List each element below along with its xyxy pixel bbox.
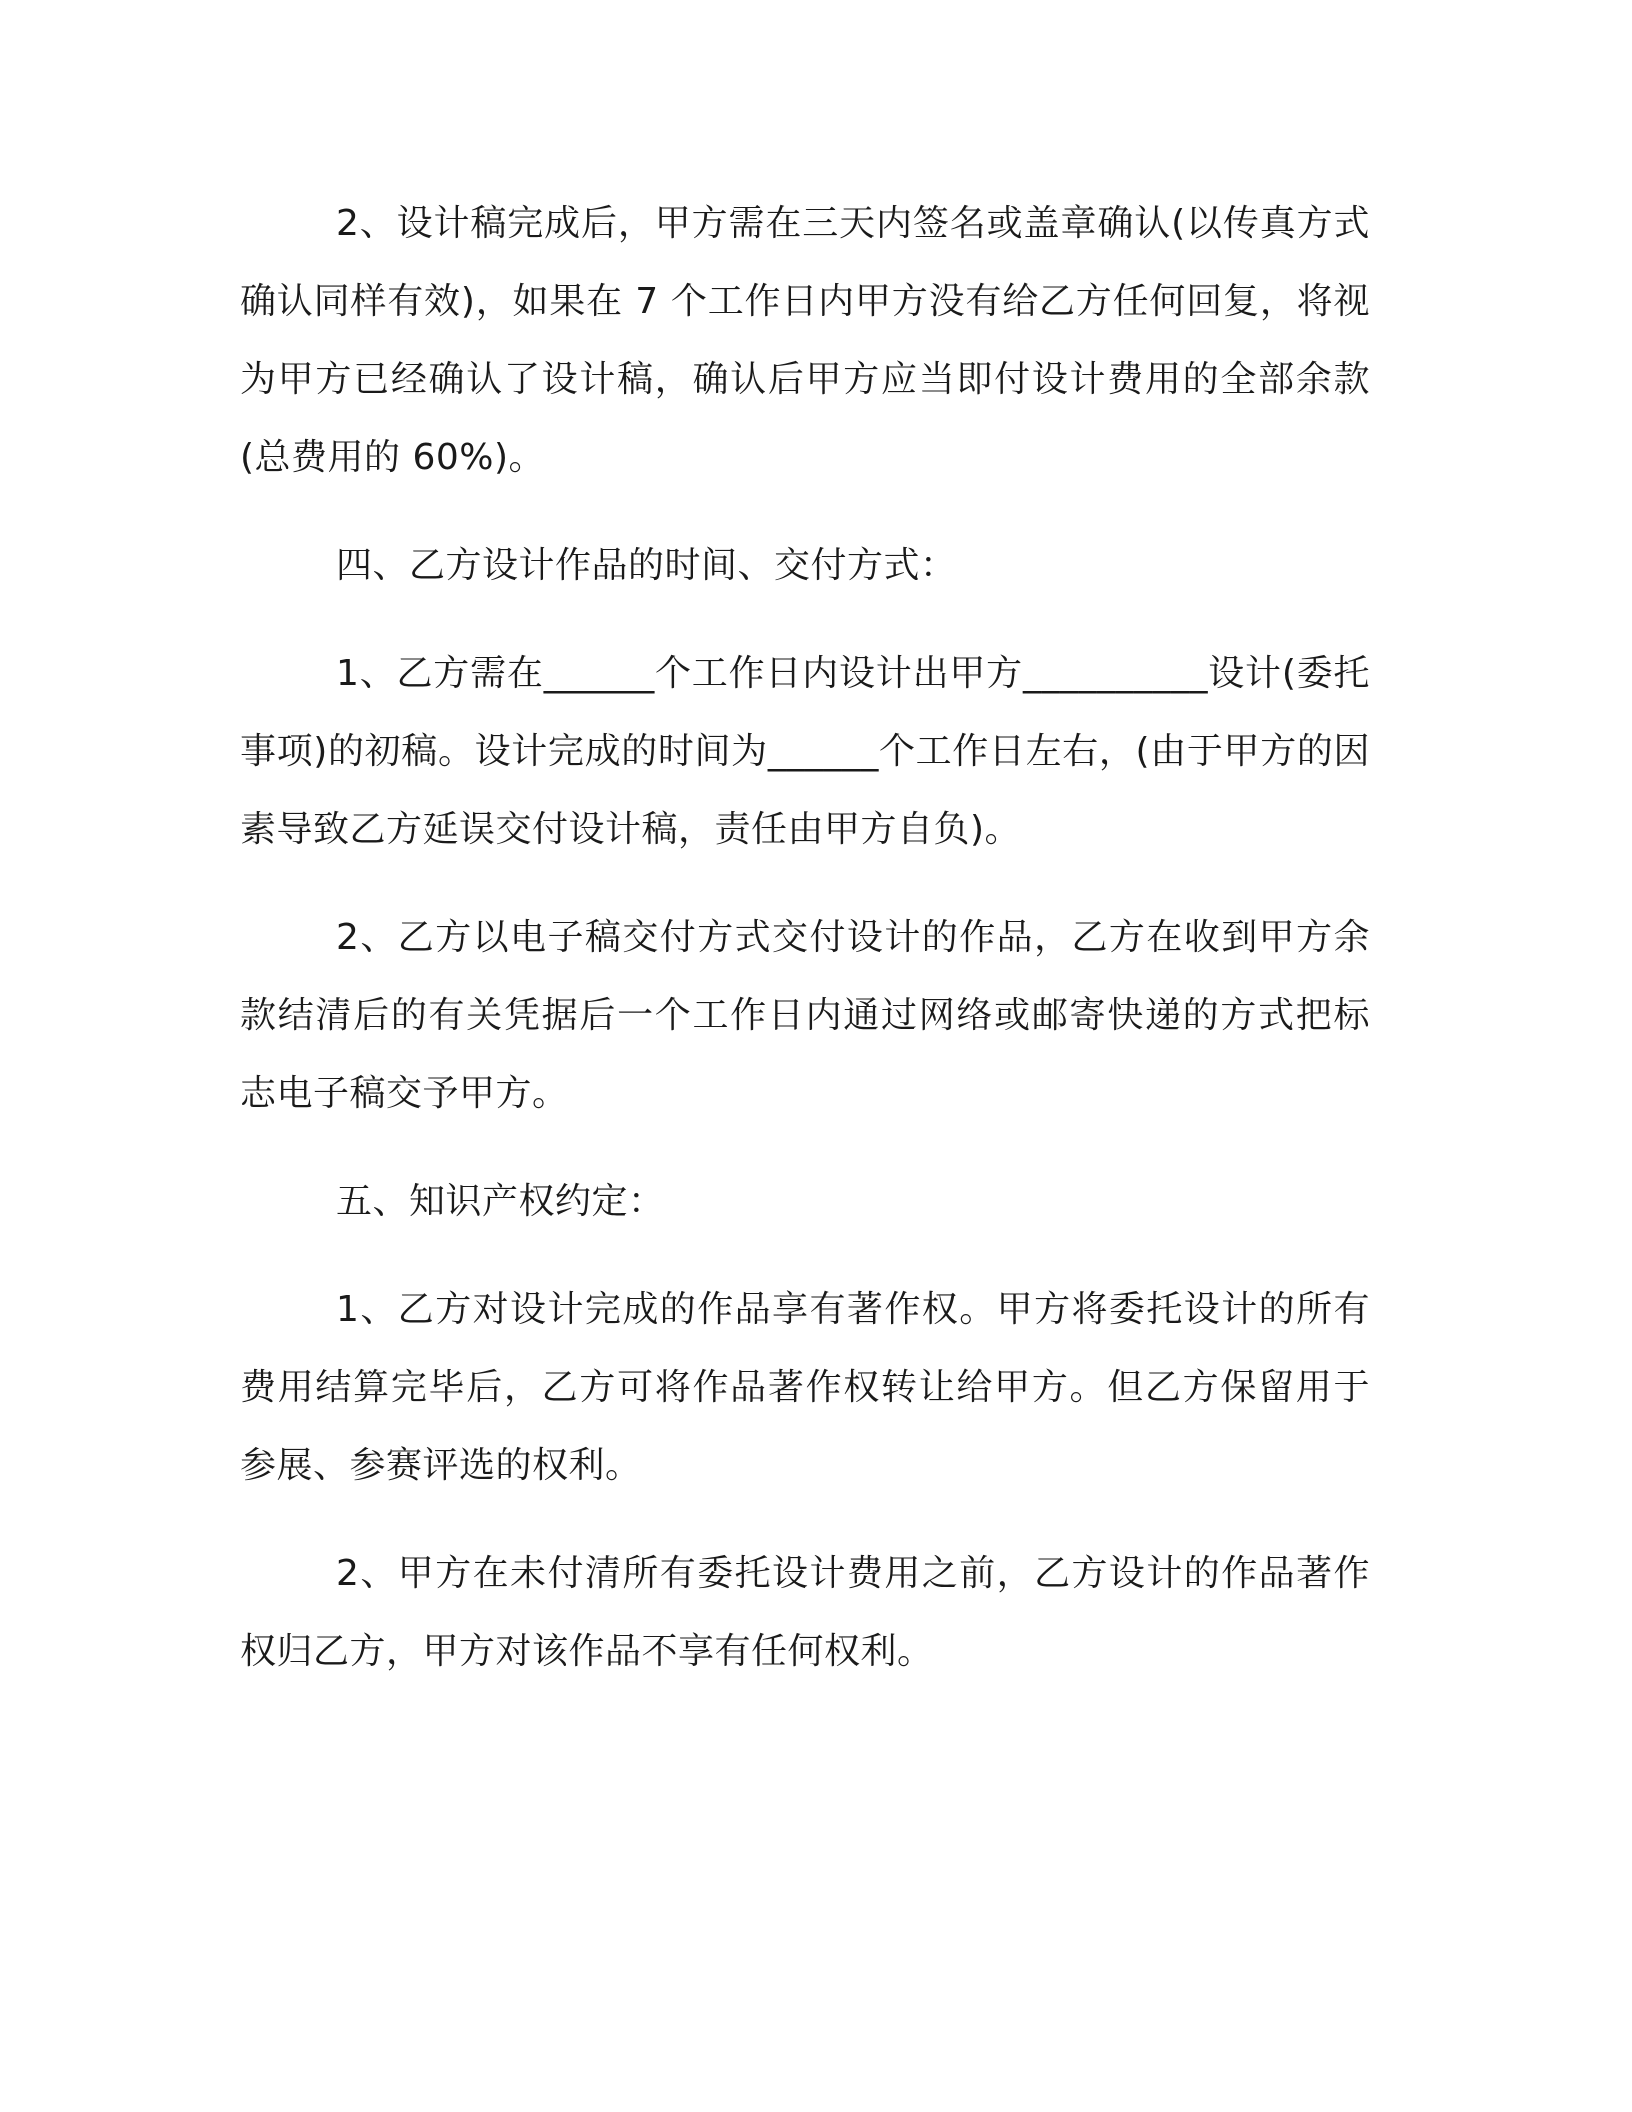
paragraph-copyright-unpaid: 2、甲方在未付清所有委托设计费用之前，乙方设计的作品著作权归乙方，甲方对该作品不享有任何权利。 [240, 1553, 1370, 1672]
paragraph-delivery-method: 2、乙方以电子稿交付方式交付设计的作品，乙方在收到甲方余款结清后的有关凭据后一个工作日内通过网络或邮寄快递的方式把标志电子稿交予甲方。 [240, 917, 1370, 1114]
paragraph-confirm-design: 2、设计稿完成后，甲方需在三天内签名或盖章确认(以传真方式确认同样有效)，如果在 7 个工作日内甲方没有给乙方任何回复，将视为甲方已经确认了设计稿，确认后甲方应当即付设计费用的全部余款(总费用的 60%)。 [240, 203, 1370, 478]
document-body [240, 185, 1370, 1721]
paragraph-copyright: 1、乙方对设计完成的作品享有著作权。甲方将委托设计的所有费用结算完毕后，乙方可将作品著作权转让给甲方。但乙方保留用于参展、参赛评选的权利。 [240, 1289, 1370, 1486]
paragraph-delivery-time: 1、乙方需在______个工作日内设计出甲方__________设计(委托事项)的初稿。设计完成的时间为______个工作日左右，(由于甲方的因素导致乙方延误交付设计稿，责任由甲方自负)。 [240, 653, 1370, 850]
section-heading-delivery: 四、乙方设计作品的时间、交付方式： [336, 545, 957, 586]
section-heading-ip: 五、知识产权约定： [336, 1181, 665, 1222]
